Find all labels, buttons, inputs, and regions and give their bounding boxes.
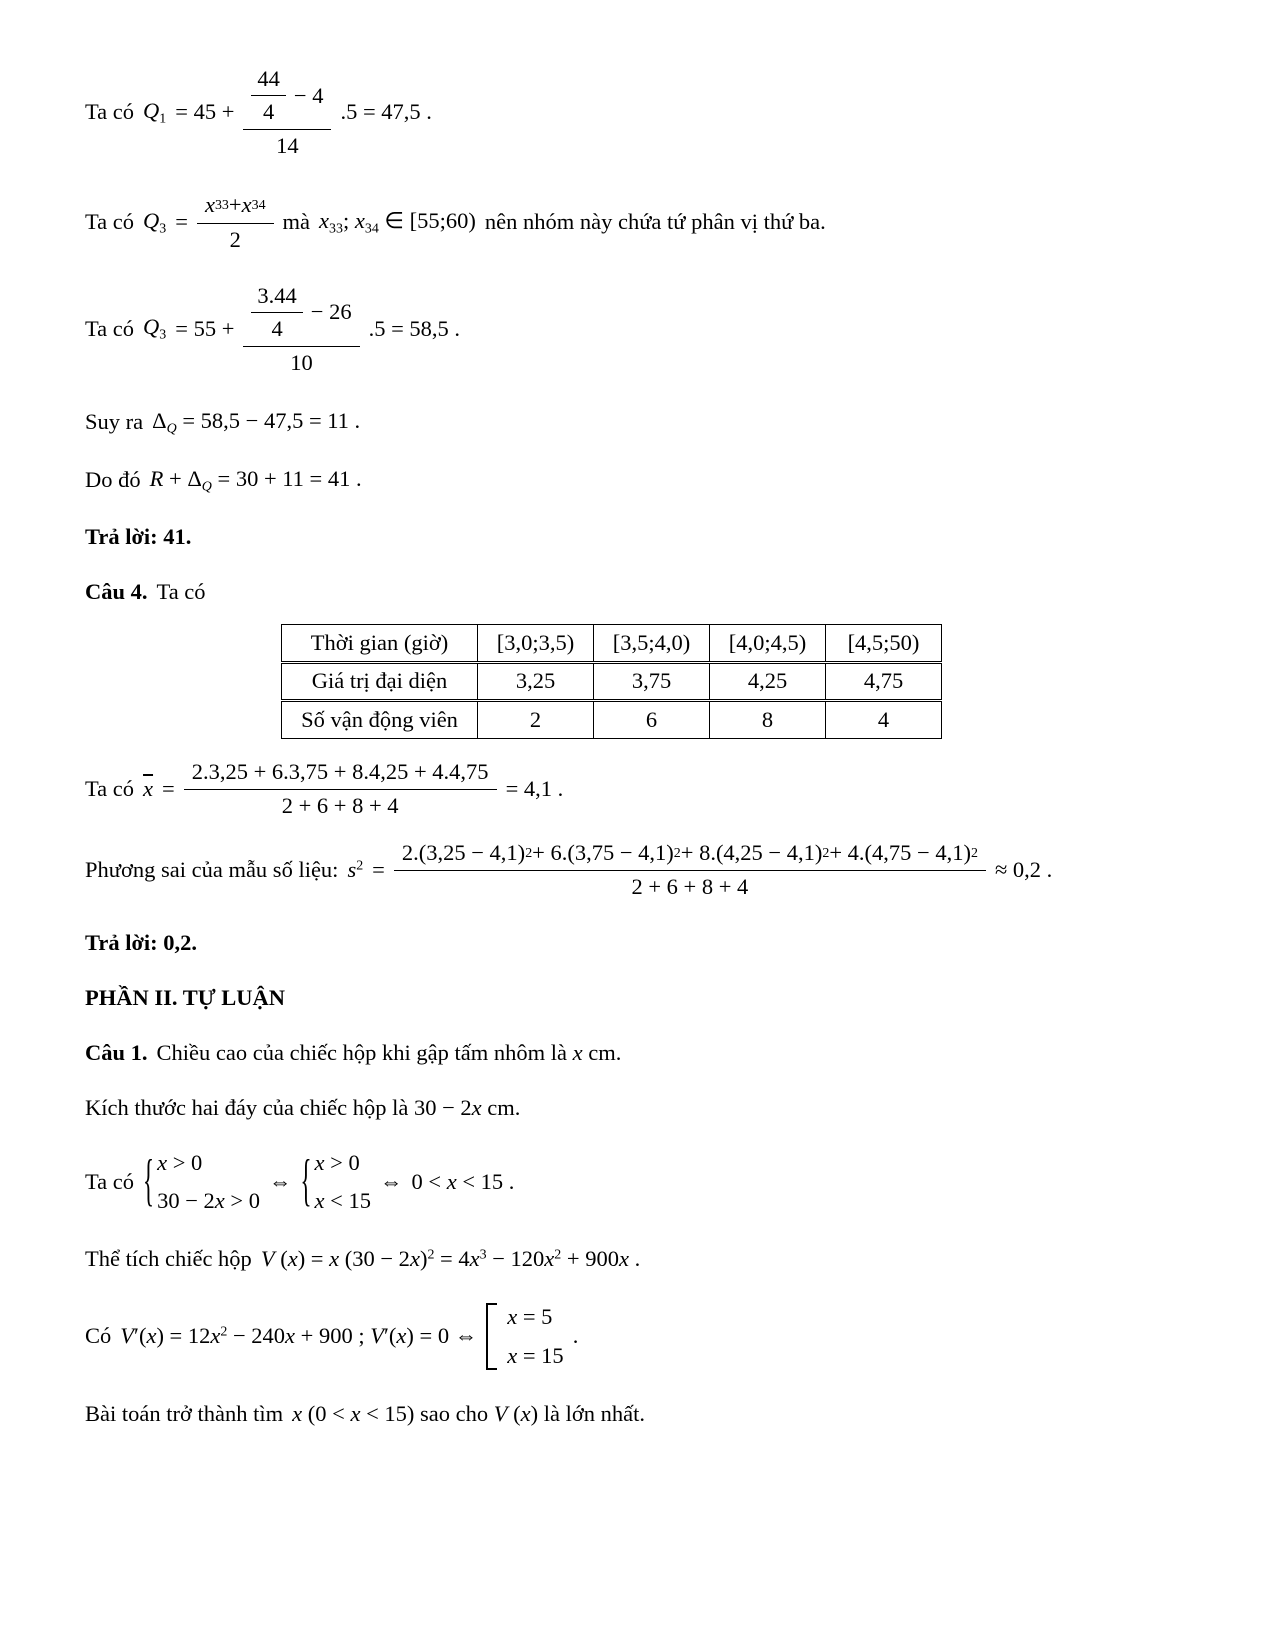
fraction (184, 757, 497, 820)
math-token: ) (530, 1400, 539, 1426)
brace-system (300, 1149, 371, 1215)
question-label: Câu 4. (85, 578, 148, 604)
math-token: cm. (481, 1094, 521, 1120)
table-cell: 2 (478, 701, 594, 739)
math-token: x (618, 1246, 629, 1272)
table-cell: [3,5;4,0) (594, 625, 710, 663)
math-token: x (314, 1150, 325, 1176)
answer-label: Trả lời: 0,2. (85, 929, 198, 955)
math-token: s (347, 856, 357, 882)
text-body (85, 1094, 520, 1122)
fraction-numerator (243, 64, 331, 130)
numerator-term: − 26 (310, 299, 352, 325)
math-formula (261, 1245, 640, 1273)
punctuation: . (572, 1323, 579, 1349)
math-token: 3 (479, 1247, 487, 1263)
math-token: sao cho (414, 1400, 494, 1426)
line-cau1-intro (85, 1039, 1205, 1067)
line-sum-result (85, 465, 1205, 496)
cases-rows (507, 1303, 563, 1369)
math-token: V (260, 1246, 275, 1272)
math-operator: = (162, 775, 175, 801)
fraction-denominator: 2 (229, 226, 241, 252)
math-token: + (228, 192, 242, 218)
math-token: < 15 (324, 1188, 371, 1214)
math-q3-symbol (143, 313, 166, 344)
outer-fraction (243, 64, 331, 160)
line-q1-formula (85, 64, 1205, 160)
math-token: = 30 + 11 = 41 . (211, 465, 362, 491)
inner-fraction-numerator: 44 (251, 65, 286, 96)
math-token: 30 − 2 (157, 1188, 215, 1214)
table-cell: 8 (710, 701, 826, 739)
math-operator: = 45 + (175, 99, 235, 125)
math-result: .5 = 58,5 . (368, 315, 461, 341)
math-token: x (319, 207, 330, 233)
math-result: .5 = 47,5 . (340, 99, 432, 125)
inner-fraction-denominator: 4 (263, 99, 275, 125)
math-token: Kích thước hai đáy của chiếc hộp là 30 − 2 (85, 1094, 472, 1120)
math-token: (30 − 2 (339, 1246, 410, 1272)
math-token: Q (201, 479, 212, 495)
outer-fraction (243, 281, 359, 377)
math-token: x (471, 1094, 482, 1120)
math-token: x (285, 1323, 296, 1349)
fraction-denominator: 14 (276, 133, 299, 159)
table-cell: 3,25 (478, 663, 594, 701)
math-token: 3 (159, 327, 167, 343)
fraction-denominator: 2 + 6 + 8 + 4 (281, 793, 399, 819)
text-body (157, 1039, 622, 1067)
line-derivative-formula (85, 1303, 1205, 1369)
math-operator: = 55 + (175, 315, 235, 341)
math-token: Q (143, 207, 160, 233)
line-answer-02 (85, 929, 1205, 957)
math-token: x (329, 1246, 340, 1272)
math-token: = 58,5 − 47,5 = 11 . (176, 408, 361, 433)
math-token: + 900 (561, 1246, 619, 1272)
math-token: . (628, 1246, 641, 1272)
math-q3-symbol (143, 207, 166, 238)
math-token: ′( (384, 1323, 397, 1349)
text-prefix: Phương sai của mẫu số liệu: (85, 856, 339, 882)
table-cell: Giá trị đại diện (282, 663, 478, 701)
math-token: x (572, 1039, 583, 1065)
math-token: ) (419, 1246, 428, 1272)
math-formula (120, 1322, 477, 1350)
brace-system (143, 1149, 260, 1215)
math-token: x (292, 1400, 303, 1426)
math-result: ≈ 0,2 . (994, 856, 1053, 882)
math-token: > 0 (324, 1150, 360, 1176)
math-token: 2 (822, 845, 830, 861)
math-token: x (157, 1150, 168, 1176)
math-token: − 240 (227, 1323, 286, 1349)
math-iff-operator: ⇔ (268, 1169, 292, 1195)
table-cell: Số vận động viên (282, 701, 478, 739)
math-token: ; (342, 207, 355, 233)
bracket-cases (486, 1303, 563, 1369)
fraction-numerator (197, 190, 274, 223)
math-token: 2 (554, 1247, 562, 1263)
text-prefix: Bài toán trở thành tìm (85, 1400, 284, 1426)
math-token: ( (274, 1246, 288, 1272)
table-cell: 4,25 (710, 663, 826, 701)
math-token: = 5 (517, 1304, 553, 1330)
math-token: x (210, 1323, 221, 1349)
math-token: < 15 . (456, 1169, 515, 1195)
math-token: 2 (673, 845, 681, 861)
text-prefix: Do đó (85, 467, 141, 493)
table-cell: Thời gian (giờ) (282, 625, 478, 663)
math-token: x (446, 1169, 457, 1195)
inner-fraction-denominator: 4 (271, 315, 283, 341)
fraction (394, 838, 986, 901)
left-square-bracket-icon (486, 1303, 497, 1369)
fraction-numerator (394, 838, 986, 871)
math-token: x (520, 1400, 531, 1426)
math-token: = 15 (517, 1342, 564, 1368)
math-token: + Δ (163, 465, 202, 491)
math-token: x (354, 207, 365, 233)
text-prefix: Ta có (85, 315, 135, 341)
math-operator: = (372, 856, 385, 882)
case-row (507, 1342, 563, 1370)
math-token: − 120 (486, 1246, 545, 1272)
math-token: 2 (356, 858, 364, 874)
math-token: 2 (525, 845, 533, 861)
line-q3-definition (85, 190, 1205, 253)
math-token: + 4.(4,75 − 4,1) (829, 840, 971, 866)
table-cell: 3,75 (594, 663, 710, 701)
system-rows (315, 1149, 371, 1215)
table-cell: [3,0;3,5) (478, 625, 594, 663)
math-token: x (469, 1246, 480, 1272)
math-formula (150, 465, 362, 496)
math-token: x (287, 1246, 298, 1272)
math-token: < 15) (360, 1400, 415, 1426)
math-token: ( (507, 1400, 521, 1426)
math-token: x (204, 192, 215, 218)
text-prefix: Thể tích chiếc hộp (85, 1246, 252, 1272)
section-heading: PHẦN II. TỰ LUẬN (85, 984, 286, 1010)
math-token: x (146, 1323, 157, 1349)
math-token: x (241, 192, 252, 218)
left-brace-icon: { (300, 1148, 312, 1212)
math-token: > 0 (224, 1188, 260, 1214)
table-row (282, 701, 942, 739)
math-token: Q (143, 314, 160, 340)
math-token: Δ (152, 408, 167, 433)
math-token: + 900 ; (295, 1323, 371, 1349)
math-token: V (120, 1323, 135, 1349)
math-xbar-symbol: $\overline{x}$ (143, 775, 154, 801)
text-prefix: Ta có (85, 208, 135, 234)
math-token: R (149, 465, 164, 491)
math-token: cm. (582, 1039, 622, 1065)
math-token: (0 < (302, 1400, 351, 1426)
text-prefix: Ta có (85, 775, 135, 801)
text-prefix: Ta có (85, 99, 135, 125)
math-token: V (370, 1323, 384, 1349)
line-conclusion (85, 1400, 1205, 1428)
math-token: x (507, 1342, 518, 1368)
math-token: ′( (134, 1323, 147, 1349)
numerator-term: − 4 (293, 82, 324, 108)
math-formula (292, 1400, 645, 1428)
line-variance-formula (85, 838, 1205, 901)
fraction-denominator: 10 (290, 349, 313, 375)
math-membership (319, 207, 476, 238)
text-prefix: Suy ra (85, 409, 144, 435)
math-token: ) = 12 (156, 1323, 211, 1349)
system-rows (157, 1149, 260, 1215)
line-delta-q (85, 407, 1205, 438)
math-token: 2 (970, 845, 978, 861)
inner-fraction (251, 65, 286, 126)
line-base-dimensions (85, 1094, 1205, 1122)
text-prefix: Ta có (85, 1169, 135, 1195)
math-token: x (314, 1188, 325, 1214)
math-token: là lớn nhất. (538, 1400, 645, 1426)
math-token: Q (143, 97, 160, 123)
table-cell: [4,0;4,5) (710, 625, 826, 663)
table-row (282, 625, 942, 663)
fraction-denominator: 2 + 6 + 8 + 4 (631, 874, 749, 900)
data-table (281, 624, 942, 739)
math-token: 34 (364, 221, 379, 236)
math-token: 2 (427, 1247, 435, 1263)
math-result: = 4,1 . (505, 775, 564, 801)
answer-label: Trả lời: 41. (85, 523, 192, 549)
math-token: 3 (159, 221, 167, 236)
inner-fraction (251, 282, 302, 343)
math-token: 0 < (411, 1169, 447, 1195)
table-cell: [4,5;50) (826, 625, 942, 663)
table-cell: 4,75 (826, 663, 942, 701)
math-token: Chiều cao của chiếc hộp khi gập tấm nhôm là (156, 1039, 573, 1065)
text-connector: mà (282, 208, 311, 234)
case-row (507, 1303, 552, 1331)
system-row (157, 1149, 202, 1177)
math-token: 34 (251, 197, 266, 213)
table-cell: 4 (826, 701, 942, 739)
line-inequality-system (85, 1149, 1205, 1215)
math-token: 2 (220, 1324, 228, 1340)
math-token: 33 (329, 221, 343, 236)
math-q1-symbol (143, 97, 166, 128)
math-result (411, 1168, 514, 1196)
math-token: 2.(3,25 − 4,1) (401, 840, 526, 866)
system-row (157, 1187, 260, 1215)
table-row (282, 663, 942, 701)
math-iff-operator: ⇔ (379, 1169, 403, 1195)
line-part2-heading (85, 984, 1205, 1012)
math-token: + 8.(4,25 − 4,1) (680, 840, 823, 866)
line-q3-formula (85, 281, 1205, 377)
system-row (315, 1187, 371, 1215)
math-token: Q (166, 421, 177, 437)
fraction (197, 190, 274, 253)
line-answer-41 (85, 523, 1205, 551)
question-label: Câu 1. (85, 1039, 148, 1065)
math-token: ) = 0 ⇔ (406, 1323, 478, 1349)
math-token: ∈ [55;60) (378, 207, 476, 233)
math-token: V (493, 1400, 508, 1426)
inner-fraction-numerator: 3.44 (251, 282, 302, 313)
text-prefix: Có (85, 1323, 112, 1349)
left-brace-icon: { (143, 1148, 155, 1212)
fraction-numerator (243, 281, 359, 347)
math-operator: = (175, 208, 188, 234)
math-token: x (214, 1188, 225, 1214)
math-token: 33 (214, 197, 229, 213)
line-mean-formula (85, 757, 1205, 820)
line-volume-formula (85, 1245, 1205, 1273)
table-cell: 6 (594, 701, 710, 739)
math-token: x (409, 1246, 420, 1272)
math-token: x (396, 1323, 407, 1349)
math-token: > 0 (167, 1150, 203, 1176)
math-token: = 4 (434, 1246, 470, 1272)
math-token: + 6.(3,75 − 4,1) (532, 840, 674, 866)
math-token: x (544, 1246, 555, 1272)
math-token: 1 (159, 111, 167, 127)
text-intro: Ta có (156, 578, 206, 604)
text-explanation: nên nhóm này chứa tứ phân vị thứ ba. (484, 208, 826, 234)
math-token: x (507, 1304, 518, 1330)
system-row (315, 1149, 360, 1177)
math-s2-symbol (347, 856, 363, 884)
math-token: x (350, 1400, 361, 1426)
math-token: ) = (297, 1246, 330, 1272)
math-formula (152, 407, 360, 438)
line-cau4-heading (85, 578, 1205, 606)
fraction-numerator: 2.3,25 + 6.3,75 + 8.4,25 + 4.4,75 (184, 757, 497, 790)
